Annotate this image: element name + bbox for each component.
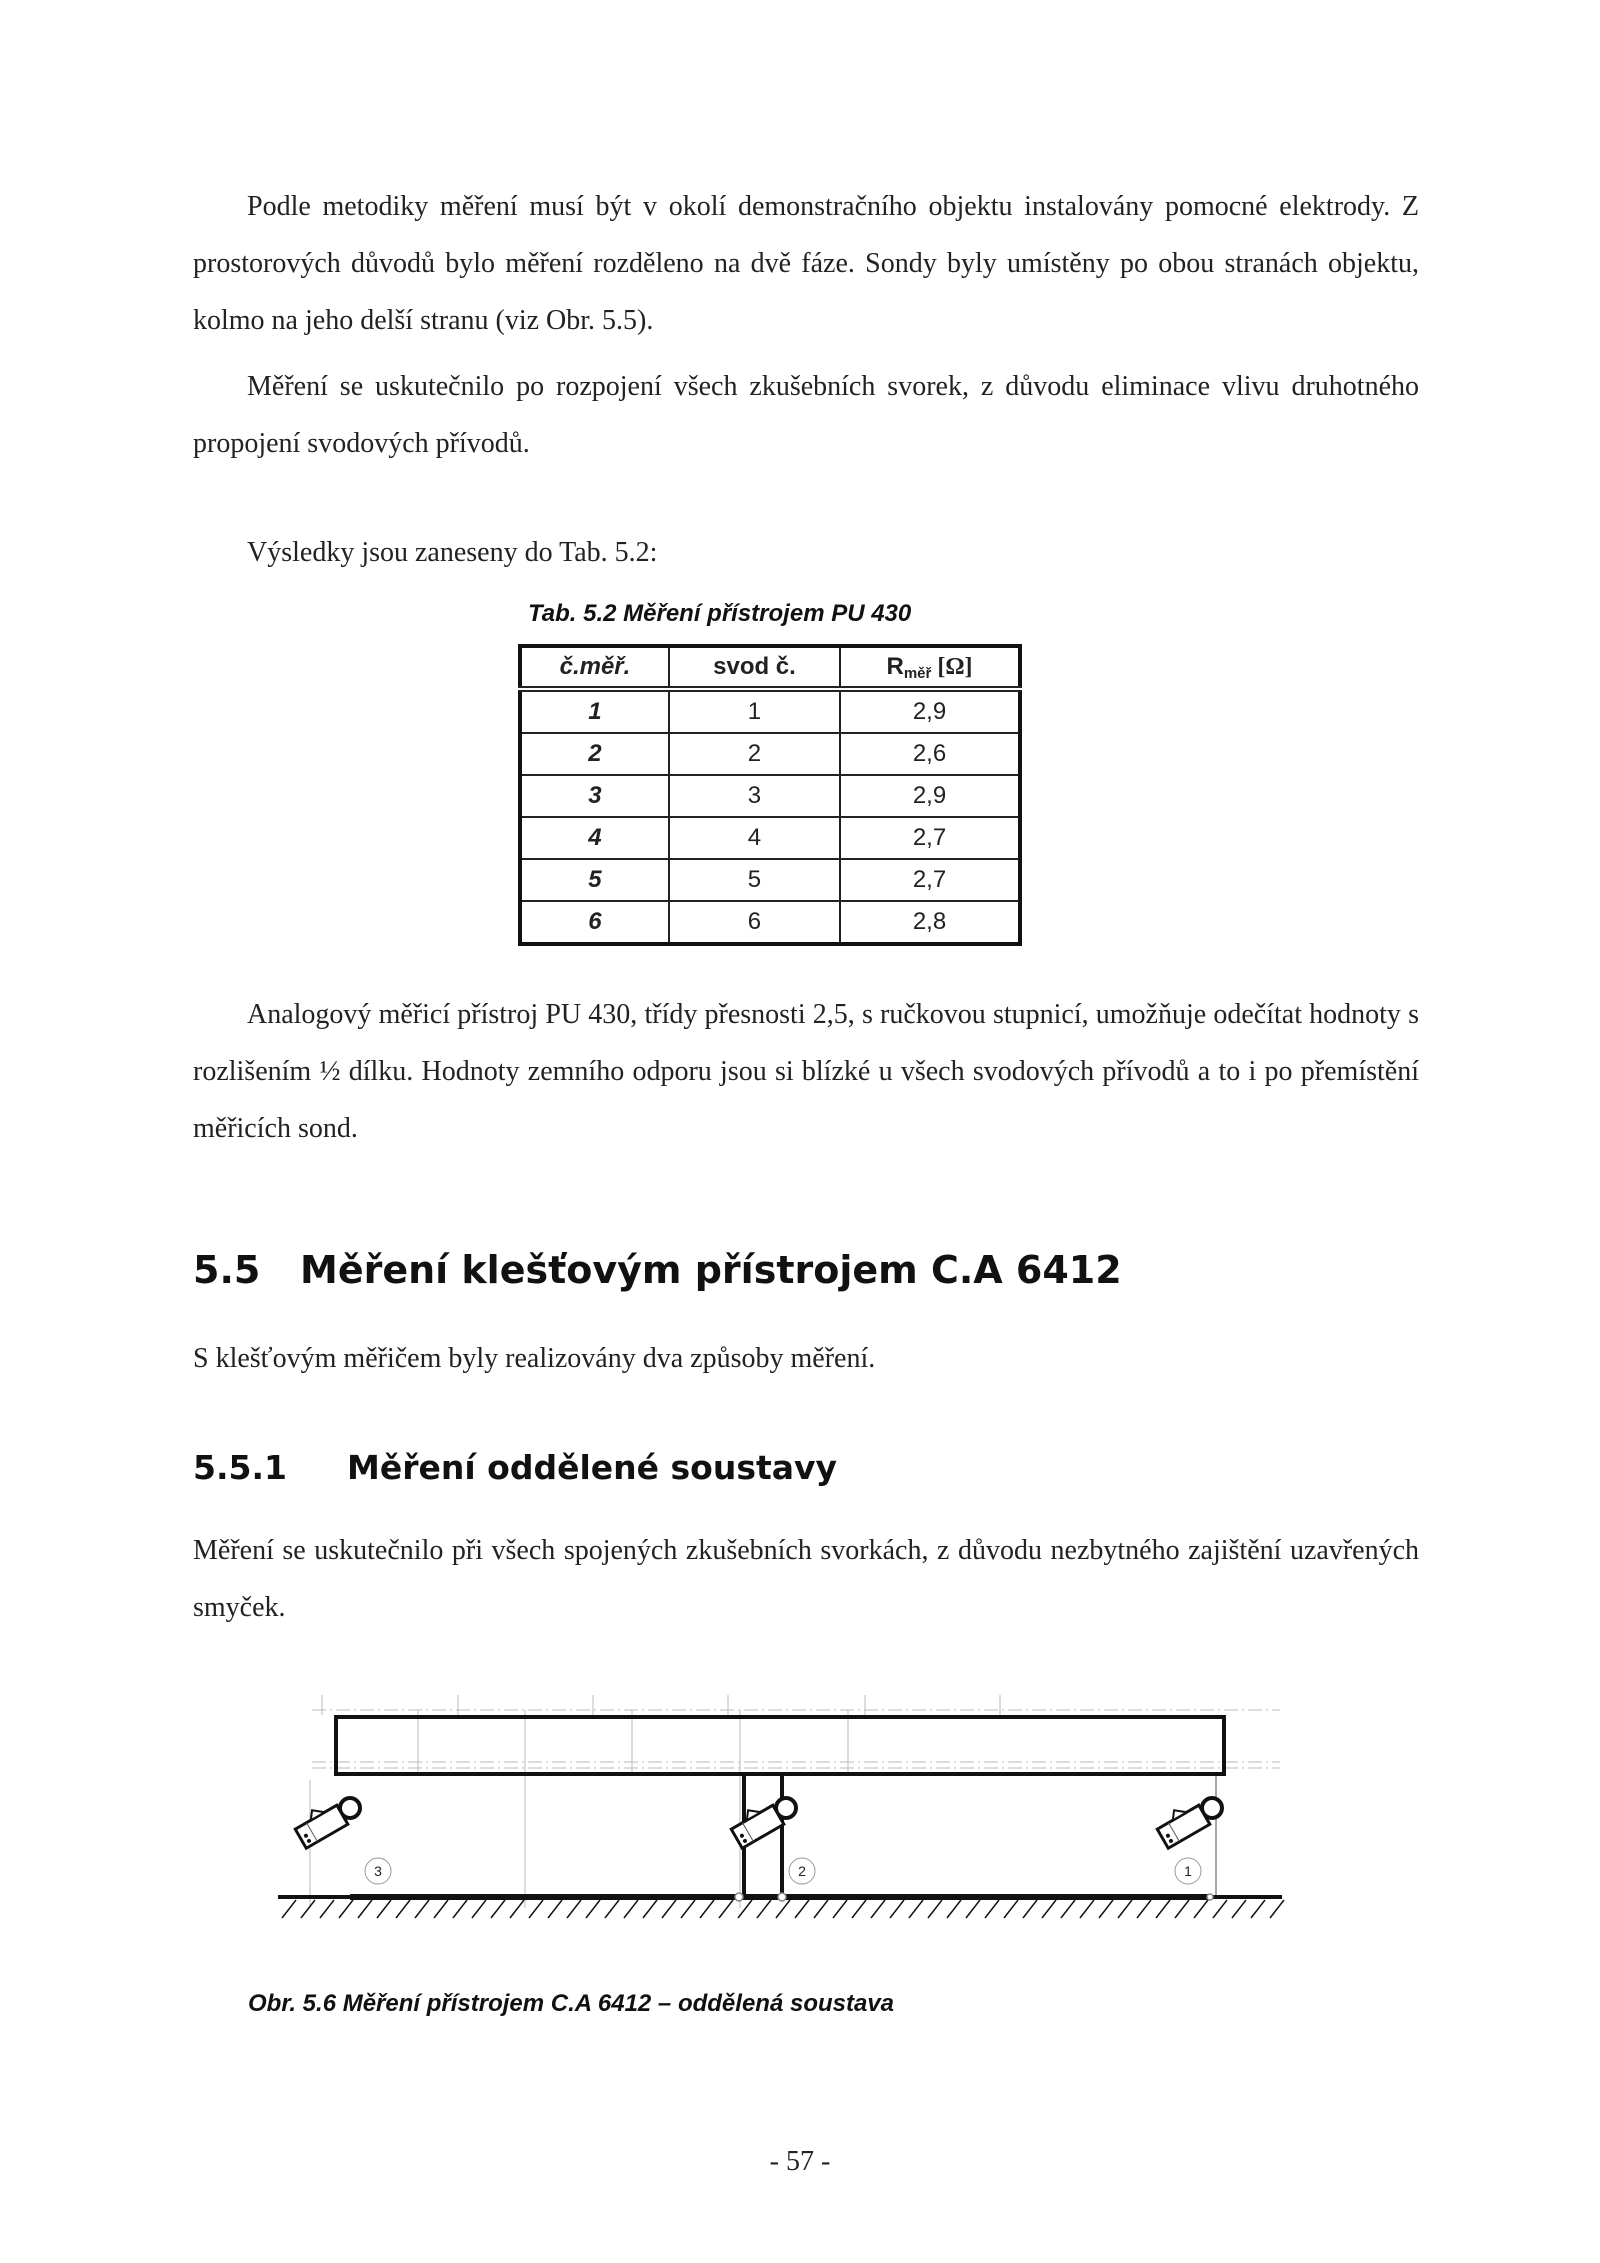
ground-hatch-line [1156,1900,1170,1918]
ground-hatch-line [282,1900,296,1918]
ground-hatch-line [1118,1900,1132,1918]
cell-lead-number: 2 [669,733,840,775]
label-lead-1: 1 [1184,1863,1192,1879]
ground-hatch-line [966,1900,980,1918]
label-lead-2: 2 [798,1863,806,1879]
section-number: 5.5 [193,1248,261,1292]
header-resistance-unit: [Ω] [931,653,973,680]
cell-measurement-number: 4 [520,817,669,859]
ground-hatch-line [377,1900,391,1918]
cell-lead-number: 1 [669,689,840,733]
clamp-meter-icon [727,1798,796,1848]
ground-hatch-line [662,1900,676,1918]
ground-hatch-line [548,1900,562,1918]
cell-measurement-number: 1 [520,689,669,733]
ground-hatch-line [1175,1900,1189,1918]
table-row [520,817,1020,859]
cell-lead-number: 4 [669,817,840,859]
connection-point-1 [735,1893,743,1901]
ground-hatch-line [510,1900,524,1918]
ground-hatch-line [1137,1900,1151,1918]
ground-hatch-line [700,1900,714,1918]
measurement-table [518,644,1022,946]
ground-hatch-line [567,1900,581,1918]
ground-hatching [282,1900,1284,1918]
header-lead-number: svod č. [669,646,840,689]
ground-hatch-line [890,1900,904,1918]
page-number: - 57 - [769,2146,831,2177]
ground-hatch-line [776,1900,790,1918]
cell-measurement-number: 6 [520,901,669,944]
table-row [520,775,1020,817]
ground-hatch-line [1270,1900,1284,1918]
ground-hatch-line [301,1900,315,1918]
figure-caption: Obr. 5.6 Měření přístrojem C.A 6412 – oddělená soustava [248,1990,895,2017]
ground-hatch-line [1232,1900,1246,1918]
header-resistance-subscript: měř [903,664,932,682]
section-title: Měření klešťovým přístrojem C.A 6412 [300,1248,1122,1292]
cell-measurement-number: 5 [520,859,669,901]
ground-hatch-line [1042,1900,1056,1918]
ground-hatch-line [586,1900,600,1918]
ground-hatch-line [814,1900,828,1918]
ground-hatch-line [1023,1900,1037,1918]
ground-hatch-line [643,1900,657,1918]
ground-hatch-line [624,1900,638,1918]
ground-hatch-line [1080,1900,1094,1918]
ground-hatch-line [491,1900,505,1918]
ground-hatch-line [871,1900,885,1918]
ground-hatch-line [1194,1900,1208,1918]
roof-block [336,1717,1224,1774]
connection-point-3 [778,1893,786,1901]
down-conductors [744,1776,1216,1898]
paragraph-clamp-methods: S klešťovým měřičem byly realizovány dva způsoby měření. [193,1343,876,1374]
ground-hatch-line [396,1900,410,1918]
label-lead-3: 3 [374,1863,382,1879]
ground-hatch-line [1061,1900,1075,1918]
cell-resistance: 2,9 [840,689,1020,733]
subsection-title: Měření oddělené soustavy [347,1448,838,1487]
cell-resistance: 2,6 [840,733,1020,775]
clamp-measurement-diagram [270,1690,1320,1940]
ground-hatch-line [928,1900,942,1918]
ground-hatch-line [453,1900,467,1918]
paragraph-connected-terminals: Měření se uskutečnilo při všech spojených zkušebních svorkách, z důvodu nezbytného zajištění uzavřených smyček. [193,1535,1419,1623]
connection-point-2 [1207,1894,1213,1900]
ground-hatch-line [757,1900,771,1918]
paragraph-instrument-description: Analogový měřicí přístroj PU 430, třídy přesnosti 2,5, s ručkovou stupnicí, umožňuje odečítat hodnoty s rozlišením ½ dílku. Hodnoty zemního odporu jsou si blízké u všech svodových přívodů a to i po přemístění měřicích sond. [193,999,1419,1144]
ground-hatch-line [833,1900,847,1918]
ground-hatch-line [605,1900,619,1918]
ground-hatch-line [681,1900,695,1918]
ground-hatch-line [358,1900,372,1918]
ground-hatch-line [1213,1900,1227,1918]
table-row [520,733,1020,775]
table-caption: Tab. 5.2 Měření přístrojem PU 430 [528,600,912,627]
ground-hatch-line [415,1900,429,1918]
ground-hatch-line [719,1900,733,1918]
ground-hatch-line [339,1900,353,1918]
ground-hatch-line [1004,1900,1018,1918]
cell-resistance: 2,8 [840,901,1020,944]
paragraph-electrodes: Podle metodiky měření musí být v okolí demonstračního objektu instalovány pomocné elektrody. Z prostorových důvodů bylo měření rozděleno na dvě fáze. Sondy byly umístěny po obou stranách objektu, kolmo na jeho delší stranu (viz Obr. 5.5). [193,191,1419,336]
cell-lead-number: 3 [669,775,840,817]
clamp-meter-icon [1153,1798,1222,1848]
cell-measurement-number: 3 [520,775,669,817]
ground-hatch-line [985,1900,999,1918]
ground-hatch-line [472,1900,486,1918]
ground-hatch-line [795,1900,809,1918]
table-row [520,859,1020,901]
table-row [520,689,1020,733]
subsection-number: 5.5.1 [193,1448,287,1487]
section-heading-5-5 [193,1248,1122,1292]
ground-hatch-line [320,1900,334,1918]
header-resistance [840,646,1020,689]
ground-hatch-line [529,1900,543,1918]
cell-lead-number: 5 [669,859,840,901]
ground-hatch-line [852,1900,866,1918]
ground-hatch-line [1099,1900,1113,1918]
paragraph-disconnection: Měření se uskutečnilo po rozpojení všech zkušebních svorek, z důvodu eliminace vlivu druhotného propojení svodových přívodů. [193,371,1419,459]
cell-lead-number: 6 [669,901,840,944]
cell-measurement-number: 2 [520,733,669,775]
subsection-heading-5-5-1 [193,1448,837,1487]
cell-resistance: 2,7 [840,817,1020,859]
cell-resistance: 2,7 [840,859,1020,901]
ground-hatch-line [1251,1900,1265,1918]
table-header-row [520,646,1020,689]
header-measurement-number: č.měř. [520,646,669,689]
cell-resistance: 2,9 [840,775,1020,817]
ground-hatch-line [434,1900,448,1918]
header-resistance-symbol: R [886,652,904,680]
paragraph-results-intro: Výsledky jsou zaneseny do Tab. 5.2: [247,537,658,568]
ground-hatch-line [947,1900,961,1918]
table-row [520,901,1020,944]
ground-hatch-line [909,1900,923,1918]
clamp-meter-icon [291,1798,360,1848]
